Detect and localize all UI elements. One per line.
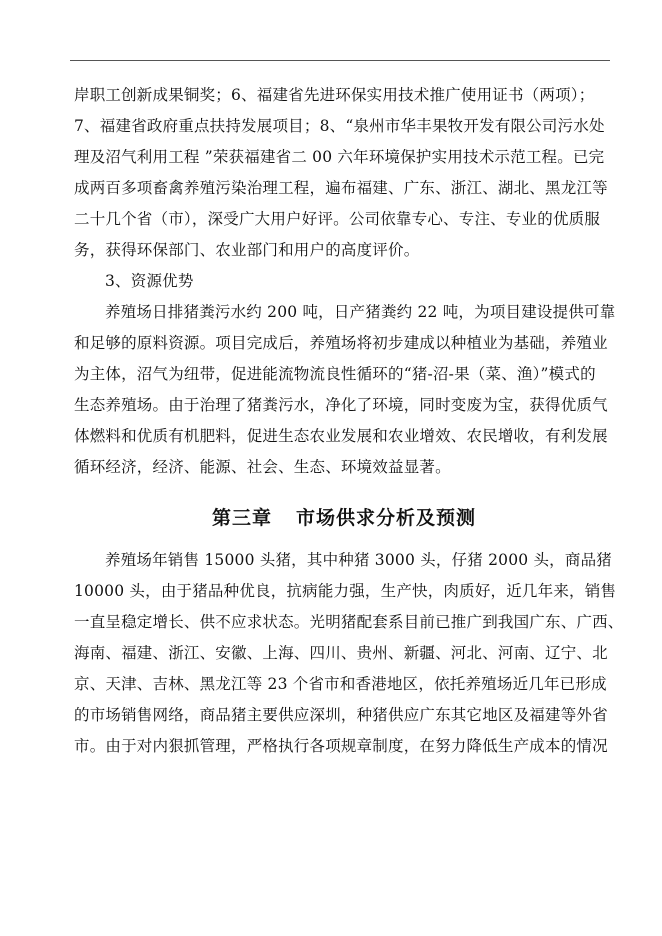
paragraph-line: 生态养殖场。由于治理了猪粪污水，净化了环境，同时变废为宝，获得优质气 [74, 396, 608, 414]
paragraph-line: 体燃料和优质有机肥料，促进生态农业发展和农业增效、农民增收，有利发展 [74, 427, 608, 445]
paragraph-line: 岸职工创新成果铜奖；6、福建省先进环保实用技术推广使用证书（两项）； [74, 86, 595, 104]
paragraph-line: 成两百多项畜禽养殖污染治理工程，遍布福建、广东、浙江、湖北、黑龙江等 [74, 179, 608, 197]
paragraph-line: 市。由于对内狠抓管理，严格执行各项规章制度，在努力降低生产成本的情况 [74, 737, 608, 755]
paragraph-line: 二十几个省（市），深受广大用户好评。公司依靠专心、专注、专业的优质服 [74, 210, 601, 228]
chapter-number: 第三章 [211, 507, 272, 529]
paragraph-line: 务，获得环保部门、农业部门和用户的高度评价。 [74, 241, 420, 259]
header-rule [70, 60, 610, 61]
spacer [74, 483, 614, 495]
chapter-title: 市场供求分析及预测 [296, 507, 477, 529]
body-text [74, 80, 624, 762]
paragraph-line: 循环经济，经济、能源、社会、生态、环境效益显著。 [74, 458, 451, 476]
section-heading: 3、资源优势 [105, 272, 194, 290]
paragraph-line: 理及沼气利用工程 ”荣获福建省二 00 六年环境保护实用技术示范工程。已完 [74, 148, 605, 166]
paragraph-line: 和足够的原料资源。项目完成后，养殖场将初步建成以种植业为基础，养殖业 [74, 334, 608, 352]
paragraph-line: 10000 头，由于猪品种优良，抗病能力强，生产快，肉质好，近几年来，销售 [74, 582, 617, 600]
paragraph-line: 养殖场日排猪粪污水约 200 吨，日产猪粪约 22 吨，为项目建设提供可靠 [105, 303, 616, 321]
paragraph-line: 京、天津、吉林、黑龙江等 23 个省市和香港地区，依托养殖场近几年已形成 [74, 675, 607, 693]
paragraph-line: 养殖场年销售 15000 头猪，其中种猪 3000 头，仔猪 2000 头，商品猪 [105, 551, 612, 569]
paragraph-line: 7、福建省政府重点扶持发展项目；8、“泉州市华丰果牧开发有限公司污水处 [74, 117, 605, 135]
paragraph-line: 为主体，沼气为纽带，促进能流物流良性循环的“猪-沼-果（菜、渔）”模式的 [74, 365, 596, 383]
paragraph-line: 一直呈稳定增长、供不应求状态。光明猪配套系目前已推广到我国广东、广西、 [74, 613, 624, 631]
paragraph-line: 的市场销售网络，商品猪主要供应深圳，种猪供应广东其它地区及福建等外省 [74, 706, 608, 724]
chapter-heading [74, 495, 614, 541]
paragraph-line: 海南、福建、浙江、安徽、上海、四川、贵州、新疆、河北、河南、辽宁、北 [74, 644, 608, 662]
